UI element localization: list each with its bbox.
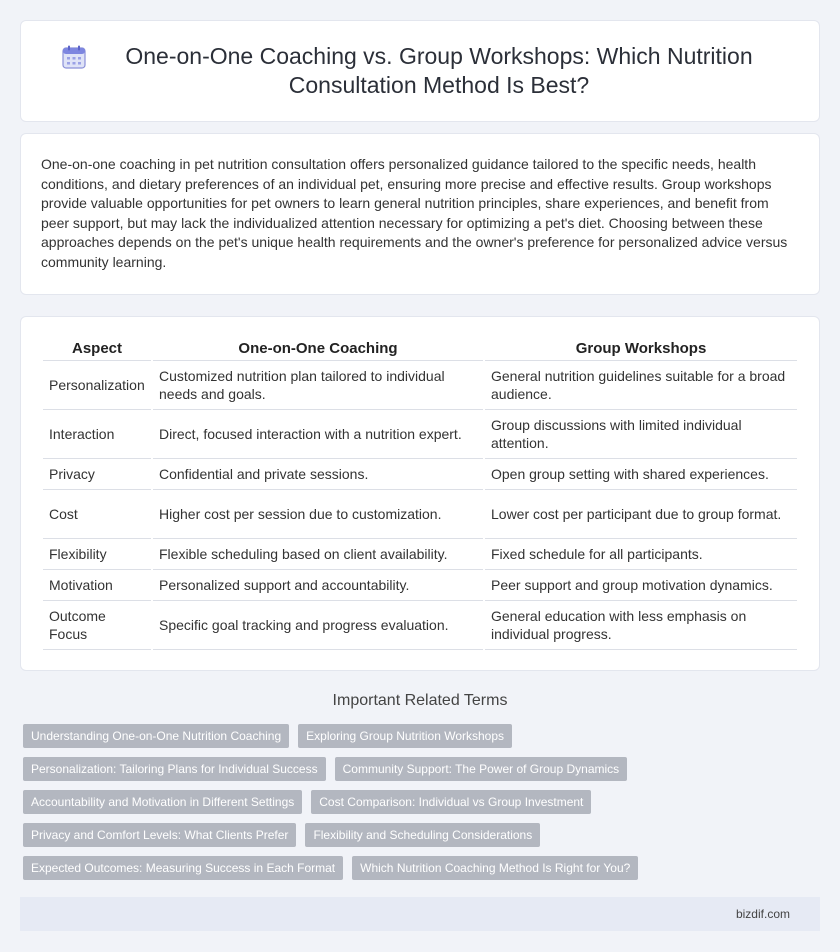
table-row (43, 459, 797, 490)
related-terms-tags (0, 724, 840, 880)
table-row (43, 410, 797, 459)
group-cell: Open group setting with shared experiences. (485, 459, 797, 490)
related-terms-section (0, 692, 840, 880)
page-title: One-on-One Coaching vs. Group Workshops: Which Nutrition Consultation Method Is Best? (125, 43, 753, 98)
related-term-tag[interactable]: Privacy and Comfort Levels: What Clients Prefer (23, 823, 296, 847)
group-cell: Peer support and group motivation dynamics. (485, 570, 797, 601)
related-term-tag[interactable]: Which Nutrition Coaching Method Is Right for You? (352, 856, 638, 880)
group-cell: Fixed schedule for all participants. (485, 539, 797, 570)
one-on-one-cell: Customized nutrition plan tailored to individual needs and goals. (153, 361, 483, 410)
related-terms-title: Important Related Terms (332, 692, 508, 709)
footer-site-link[interactable]: bizdif.com (735, 907, 790, 921)
intro-text: One-on-one coaching in pet nutrition consultation offers personalized guidance tailored to the specific needs, health conditions, and dietary preferences of an individual pet, ensuring more precise and effective results. Group workshops provide valuable opportunities for pet owners to learn general nutrition principles, share experiences, and benefit from peer support, but may lack the individualized attention necessary for optimizing a pet's diet. Choosing between these approaches depends on the pet's unique health requirements and the owner's preference for personalized advice versus community learning. (41, 156, 788, 270)
comparison-card (20, 316, 820, 671)
calendar-icon (61, 44, 87, 70)
related-term-tag[interactable]: Community Support: The Power of Group Dynamics (335, 757, 628, 781)
group-cell: General education with less emphasis on individual progress. (485, 601, 797, 650)
related-term-tag[interactable]: Understanding One-on-One Nutrition Coaching (23, 724, 289, 748)
related-term-tag[interactable]: Expected Outcomes: Measuring Success in Each Format (23, 856, 343, 880)
one-on-one-cell: Flexible scheduling based on client availability. (153, 539, 483, 570)
one-on-one-cell: Confidential and private sessions. (153, 459, 483, 490)
page-footer (20, 897, 820, 931)
intro-card (20, 133, 820, 295)
aspect-cell: Personalization (43, 361, 151, 410)
related-term-tag[interactable]: Exploring Group Nutrition Workshops (298, 724, 512, 748)
related-term-tag[interactable]: Cost Comparison: Individual vs Group Investment (311, 790, 591, 814)
table-row (43, 601, 797, 650)
related-term-tag[interactable]: Accountability and Motivation in Different Settings (23, 790, 302, 814)
aspect-cell: Privacy (43, 459, 151, 490)
table-row (43, 539, 797, 570)
one-on-one-cell: Higher cost per session due to customization. (153, 490, 483, 539)
related-term-tag[interactable]: Personalization: Tailoring Plans for Individual Success (23, 757, 326, 781)
one-on-one-cell: Personalized support and accountability. (153, 570, 483, 601)
table-row (43, 570, 797, 601)
page-header (20, 20, 820, 122)
table-header-row (43, 337, 797, 361)
one-on-one-cell: Specific goal tracking and progress evaluation. (153, 601, 483, 650)
group-cell: Group discussions with limited individual attention. (485, 410, 797, 459)
table-row (43, 490, 797, 539)
table-row (43, 361, 797, 410)
header-one-on-one: One-on-One Coaching (153, 337, 483, 361)
header-aspect: Aspect (43, 337, 151, 361)
aspect-cell: Interaction (43, 410, 151, 459)
group-cell: Lower cost per participant due to group format. (485, 490, 797, 539)
aspect-cell: Motivation (43, 570, 151, 601)
aspect-cell: Flexibility (43, 539, 151, 570)
related-term-tag[interactable]: Flexibility and Scheduling Considerations (305, 823, 540, 847)
one-on-one-cell: Direct, focused interaction with a nutrition expert. (153, 410, 483, 459)
aspect-cell: Outcome Focus (43, 601, 151, 650)
comparison-table (41, 337, 799, 650)
header-group: Group Workshops (485, 337, 797, 361)
aspect-cell: Cost (43, 490, 151, 539)
group-cell: General nutrition guidelines suitable for a broad audience. (485, 361, 797, 410)
